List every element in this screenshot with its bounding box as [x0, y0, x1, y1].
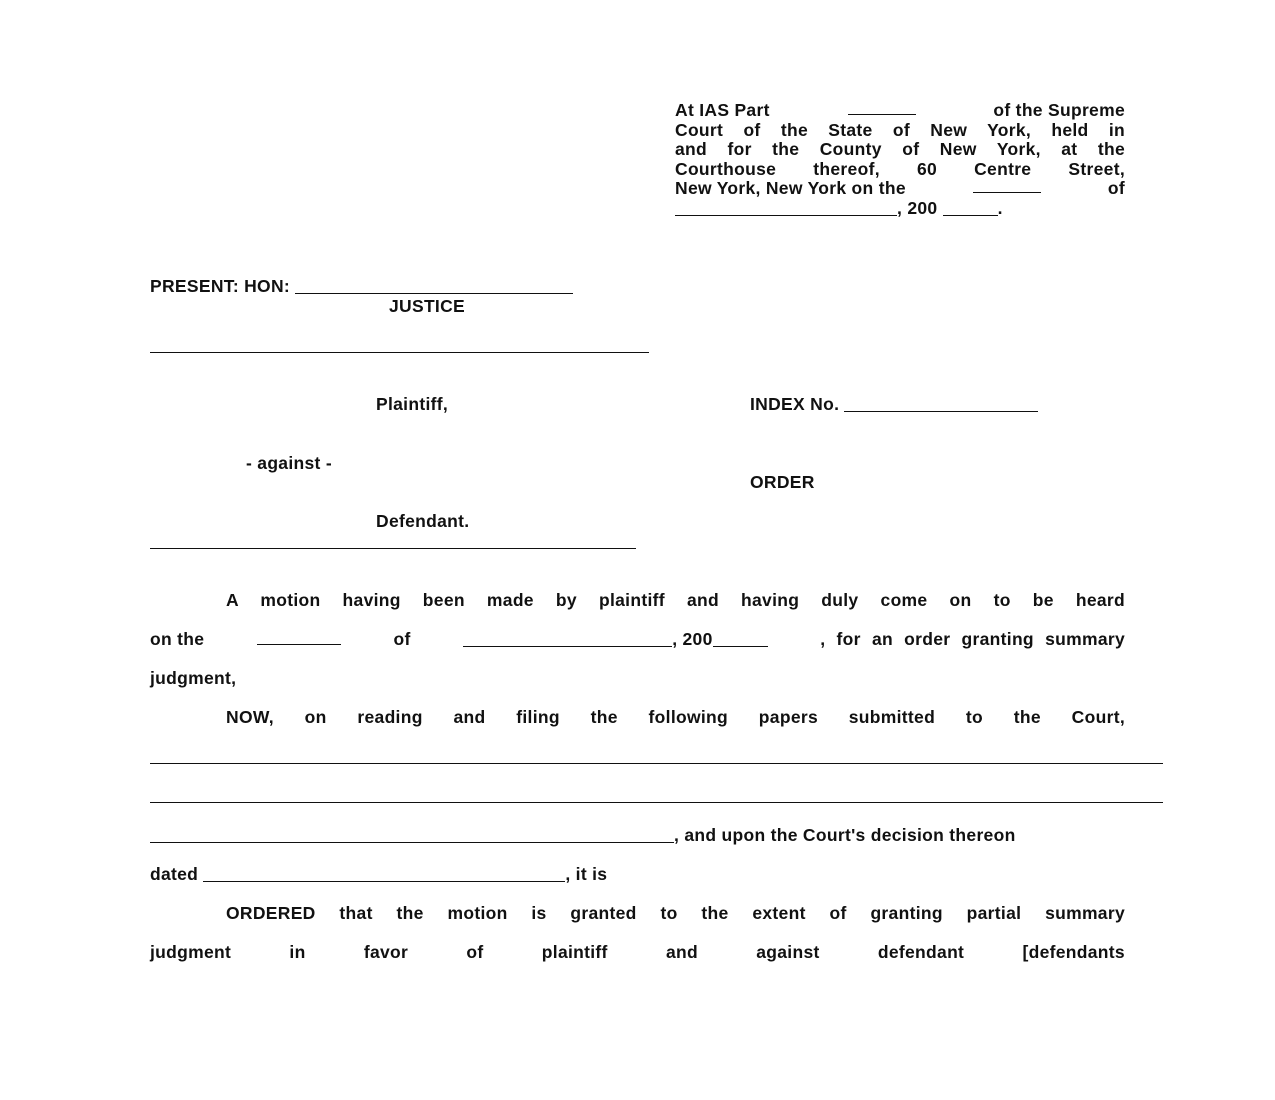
paragraph-1-line-3: judgment,	[150, 668, 237, 688]
hearing-day-blank[interactable]	[257, 630, 341, 645]
day-blank[interactable]	[973, 178, 1041, 193]
present-label: PRESENT: HON:	[150, 276, 291, 296]
caption-line-2: Court of the State of New York, held in	[675, 120, 1125, 140]
against-label: - against -	[246, 453, 332, 473]
party-box-bottom-rule	[150, 548, 636, 549]
part-blank[interactable]	[848, 100, 916, 115]
hearing-month-blank[interactable]	[463, 632, 672, 647]
justice-name-blank[interactable]	[295, 279, 573, 294]
paragraph-2-line-5: dated , it is	[150, 864, 608, 884]
hearing-year-blank[interactable]	[713, 632, 768, 647]
paragraph-3-line-2: judgment in favor of plaintiff and against defendant [defendants	[150, 942, 1125, 962]
decision-date-blank[interactable]	[203, 867, 565, 882]
index-label: INDEX No.	[750, 394, 840, 414]
caption-line-1: At IAS Part of the Supreme	[675, 100, 1125, 120]
month-blank[interactable]	[675, 201, 897, 216]
paragraph-2-line-1: NOW, on reading and filing the following papers submitted to the Court,	[226, 707, 1125, 727]
caption-line-3: and for the County of New York, at the	[675, 139, 1125, 159]
papers-blank-line-1[interactable]	[150, 763, 1163, 764]
paragraph-3-line-1: ORDERED that the motion is granted to the extent of granting partial summary	[226, 903, 1125, 923]
paragraph-1-line-2: on the of , 200 , for an order granting summary	[150, 629, 1125, 649]
index-number-blank[interactable]	[844, 397, 1038, 412]
papers-blank-line-3[interactable]	[150, 828, 674, 843]
year-blank[interactable]	[943, 201, 998, 216]
caption-line-6: , 200 .	[675, 198, 1003, 219]
paragraph-2-line-4: , and upon the Court's decision thereon	[150, 825, 1125, 846]
caption-line-5: New York, New York on the of	[675, 178, 1125, 198]
papers-blank-line-2[interactable]	[150, 802, 1163, 803]
index-number	[750, 394, 1038, 415]
party-box-top-rule	[150, 352, 649, 353]
paragraph-1-line-1: A motion having been made by plaintiff and having duly come on to be heard	[226, 590, 1125, 610]
document-type: ORDER	[750, 472, 815, 492]
justice-title: JUSTICE	[389, 296, 466, 316]
defendant-label: Defendant.	[376, 511, 470, 531]
present-line	[150, 276, 573, 297]
caption-line-4: Courthouse thereof, 60 Centre Street,	[675, 159, 1125, 179]
plaintiff-label: Plaintiff,	[376, 394, 449, 414]
